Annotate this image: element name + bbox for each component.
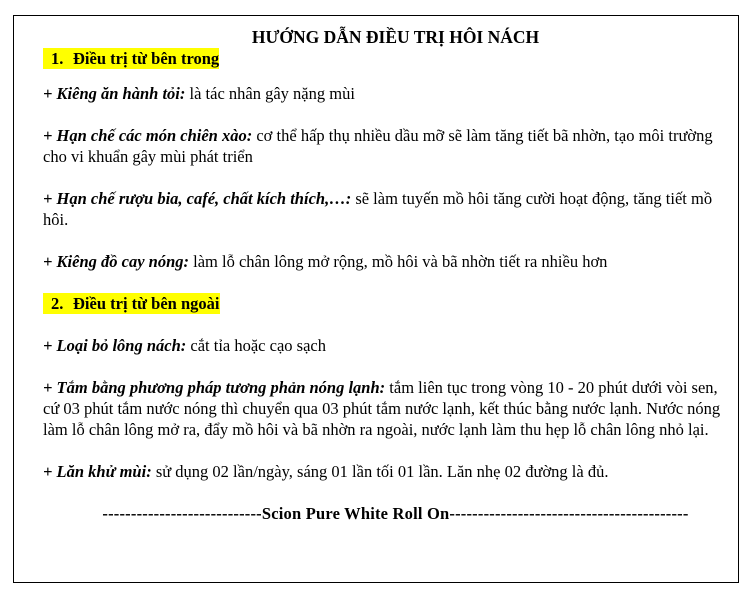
item-lead: + Hạn chế rượu bia, café, chất kích thích,…:	[43, 189, 352, 208]
section-1-item	[33, 125, 738, 167]
item-lead: + Kiêng ăn hành tỏi:	[43, 84, 186, 103]
section-1-item	[33, 251, 738, 272]
item-text: là tác nhân gây nặng mùi	[185, 84, 355, 103]
section-2-item	[33, 335, 738, 356]
item-text: sẽ làm tuyến mồ hôi tăng cười hoạt động, tăng tiết mồ hôi.	[43, 189, 713, 229]
section-2-number: 2.	[51, 294, 64, 313]
section-1	[33, 48, 738, 272]
product-footer: ----------------------------Scion Pure White Roll On------------------------------------------	[102, 504, 689, 523]
item-text: tắm liên tục trong vòng 10 - 20 phút dưới vòi sen, cứ 03 phút tắm nước nóng thì chuyển qua 03 phút tắm nước lạnh, kết thúc bằng nước lạnh. Nước nóng làm lỗ chân lông mở ra, đẩy mồ hôi và bã nhờn ra ngoài, nước lạnh làm thu hẹp lỗ chân lông nhỏ lại.	[43, 378, 721, 439]
section-2-item	[33, 461, 738, 482]
section-2-item	[33, 377, 738, 440]
item-lead: + Lăn khử mùi:	[43, 462, 152, 481]
section-1-heading	[43, 48, 219, 69]
page-title: HƯỚNG DẪN ĐIỀU TRỊ HÔI NÁCH	[251, 27, 540, 47]
item-lead: + Tắm bằng phương pháp tương phản nóng lạnh:	[43, 378, 386, 397]
item-text: cắt tỉa hoặc cạo sạch	[186, 336, 326, 355]
section-1-item	[33, 188, 738, 230]
item-lead: + Kiêng đồ cay nóng:	[43, 252, 189, 271]
section-1-number: 1.	[51, 49, 64, 68]
item-text: cơ thể hấp thụ nhiều dầu mỡ sẽ làm tăng tiết bã nhờn, tạo môi trường cho vi khuẩn gây mùi phát triển	[43, 126, 713, 166]
section-1-item	[33, 83, 738, 104]
section-1-heading-text: Điều trị từ bên trong	[73, 49, 220, 68]
section-2-heading-text: Điều trị từ bên ngoài	[73, 294, 220, 313]
section-2-heading	[43, 293, 220, 314]
item-lead: + Loại bỏ lông nách:	[43, 336, 187, 355]
section-2	[33, 293, 738, 482]
item-text: làm lỗ chân lông mở rộng, mồ hôi và bã nhờn tiết ra nhiều hơn	[189, 252, 608, 271]
item-lead: + Hạn chế các món chiên xào:	[43, 126, 253, 145]
document-content	[33, 27, 738, 524]
item-text: sử dụng 02 lần/ngày, sáng 01 lần tối 01 lần. Lăn nhẹ 02 đường là đủ.	[151, 462, 609, 481]
